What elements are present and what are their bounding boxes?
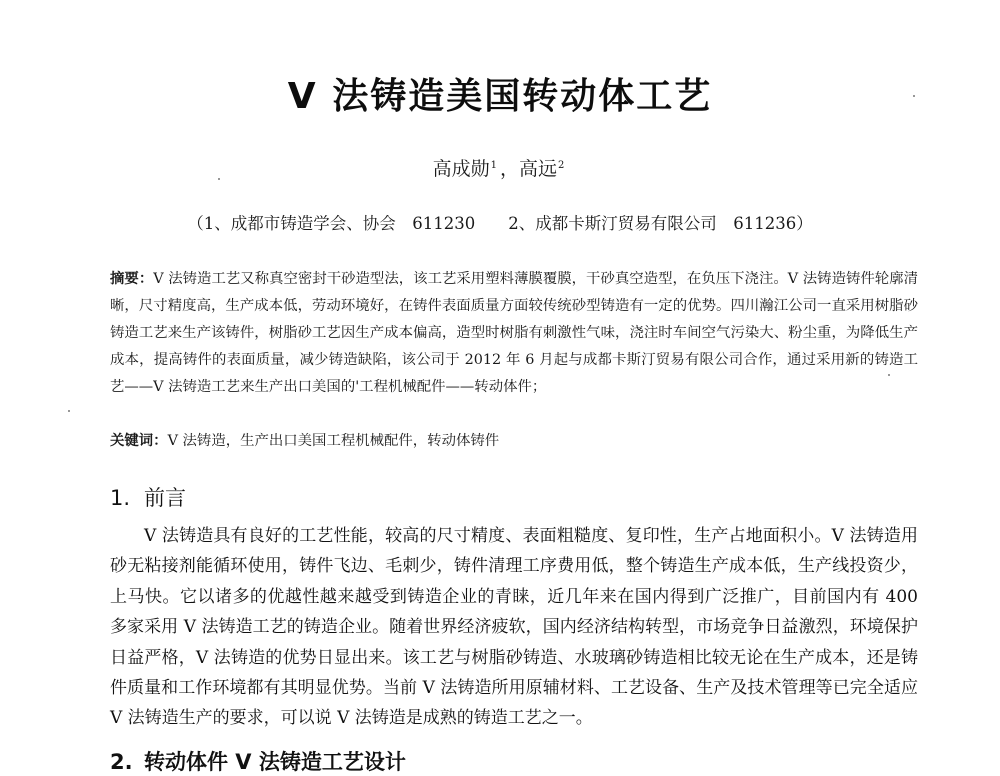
scan-speck — [888, 374, 890, 376]
abstract-paragraph — [110, 265, 918, 401]
scan-speck — [68, 410, 70, 412]
affiliation-mark: 1 — [490, 159, 497, 171]
author-line — [0, 154, 1000, 181]
abstract-text: V 法铸造工艺又称真空密封干砂造型法，该工艺采用塑料薄膜覆膜，干砂真空造型，在负压下浇注。V 法铸造铸件轮廓清晰，尺寸精度高，生产成本低，劳动环境好，在铸件表面质量方面较传统砂型铸造有一定的优势。四川瀚江公司一直采用树脂砂铸造工艺来生产该铸件，树脂砂工艺因生产成本偏高，造型时树脂有刺激性气味，浇注时车间空气污染大、粉尘重，为降低生产成本，提高铸件的表面质量，减少铸造缺陷，该公司于 2012 年 6 月起与成都卡斯汀贸易有限公司合作，通过采用新的铸造工艺——V 法铸造工艺来生产出口美国的'工程机械配件——转动体件； — [110, 271, 918, 395]
author-name: 高远 — [519, 158, 558, 180]
keywords-line — [110, 429, 918, 453]
author-separator: ， — [499, 158, 519, 180]
affiliation-line: （1、成都市铸造学会、协会 611230 2、成都卡斯汀贸易有限公司 611236） — [187, 214, 813, 233]
body-paragraph: V 法铸造具有良好的工艺性能，较高的尺寸精度、表面粗糙度、复印性，生产占地面积小。V 法铸造用砂无粘接剂能循环使用，铸件飞边、毛刺少，铸件清理工序费用低，整个铸造生产成本低，生产线投资少，上马快。它以诸多的优越性越来越受到铸造企业的青睐，近几年来在国内得到广泛推广，目前国内有 400 多家采用 V 法铸造工艺的铸造企业。随着世界经济疲软，国内经济结构转型，市场竞争日益激烈，环境保护日益严格，V 法铸造的优势日显出来。该工艺与树脂砂铸造、水玻璃砂铸造相比较无论在生产成本，还是铸件质量和工作环境都有其明显优势。当前 V 法铸造所用原辅材料、工艺设备、生产及技术管理等已完全适应 V 法铸造生产的要求，可以说 V 法铸造是成熟的铸造工艺之一。 — [110, 526, 918, 729]
section-number: 1. — [110, 486, 131, 510]
keywords-label: 关键词： — [110, 432, 168, 449]
section-number: 2. — [110, 750, 133, 774]
affiliation-mark: 2 — [558, 159, 565, 171]
abstract-label: 摘要： — [110, 270, 154, 287]
scan-speck — [913, 95, 915, 97]
section-title: 转动体件 V 法铸造工艺设计 — [144, 750, 406, 774]
section-heading — [110, 482, 186, 512]
section-title: 前言 — [144, 486, 186, 510]
author-name: 高成勋 — [432, 158, 490, 180]
paper-title: V 法铸造美国转动体工艺 — [287, 76, 713, 117]
keywords-text: V 法铸造，生产出口美国工程机械配件，转动体铸件 — [167, 433, 500, 449]
section-heading — [110, 746, 406, 776]
scan-speck — [218, 178, 220, 180]
